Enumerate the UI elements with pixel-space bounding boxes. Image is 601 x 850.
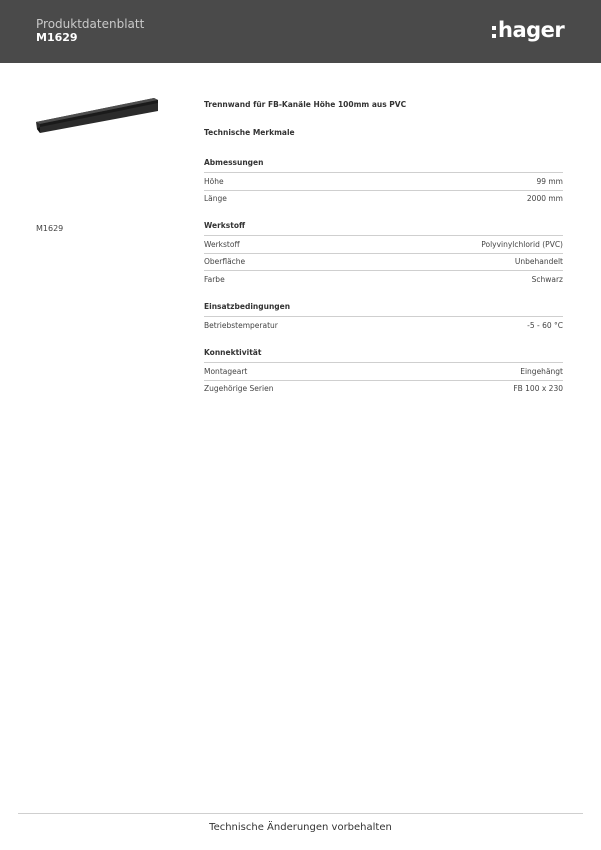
document-type: Produktdatenblatt (36, 17, 145, 31)
spec-label: Betriebstemperatur (204, 320, 278, 330)
spec-label: Länge (204, 194, 227, 204)
spec-row (204, 381, 563, 398)
spec-label: Farbe (204, 274, 225, 284)
section-title: Konnektivität (204, 347, 563, 363)
hager-logo (492, 17, 564, 43)
footer-note: Technische Änderungen vorbehalten (209, 822, 392, 833)
spec-value: Eingehängt (520, 366, 563, 376)
section-dimensions (204, 157, 563, 207)
spec-value: 2000 mm (526, 194, 563, 204)
spec-row (204, 236, 563, 254)
document-id: M1629 (36, 31, 78, 44)
divider-profile-image (34, 95, 160, 135)
spec-label: Oberfläche (204, 257, 246, 267)
product-code: M1629 (36, 224, 64, 233)
spec-row (204, 271, 563, 288)
section-title: Abmessungen (204, 157, 563, 173)
spec-value: -5 - 60 °C (527, 320, 563, 330)
content (204, 99, 563, 394)
section-title: Einsatzbedingungen (204, 301, 563, 317)
spec-label: Montageart (204, 366, 248, 376)
spec-label: Zugehörige Serien (204, 384, 274, 394)
section-connectivity (204, 347, 563, 397)
spec-row (204, 363, 563, 381)
spec-row (204, 317, 563, 334)
logo-wordmark: hager (498, 17, 565, 42)
spec-value: FB 100 x 230 (513, 384, 563, 394)
spec-value: Schwarz (531, 274, 563, 284)
spec-row (204, 191, 563, 208)
page-header (0, 0, 601, 63)
spec-row (204, 173, 563, 191)
spec-label: Höhe (204, 176, 224, 186)
spec-value: Unbehandelt (514, 257, 563, 267)
product-title: Trennwand für FB-Kanäle Höhe 100mm aus PVC (204, 100, 407, 109)
section-operating-conditions (204, 301, 563, 334)
section-heading-technical: Technische Merkmale (204, 128, 295, 137)
spec-value: Polyvinylchlorid (PVC) (481, 239, 563, 249)
footer-divider (18, 813, 583, 814)
logo-dots-icon (492, 26, 496, 38)
spec-row (204, 254, 563, 272)
spec-label: Werkstoff (204, 239, 240, 249)
spec-value: 99 mm (536, 176, 563, 186)
section-title: Werkstoff (204, 220, 563, 236)
section-material (204, 220, 563, 288)
